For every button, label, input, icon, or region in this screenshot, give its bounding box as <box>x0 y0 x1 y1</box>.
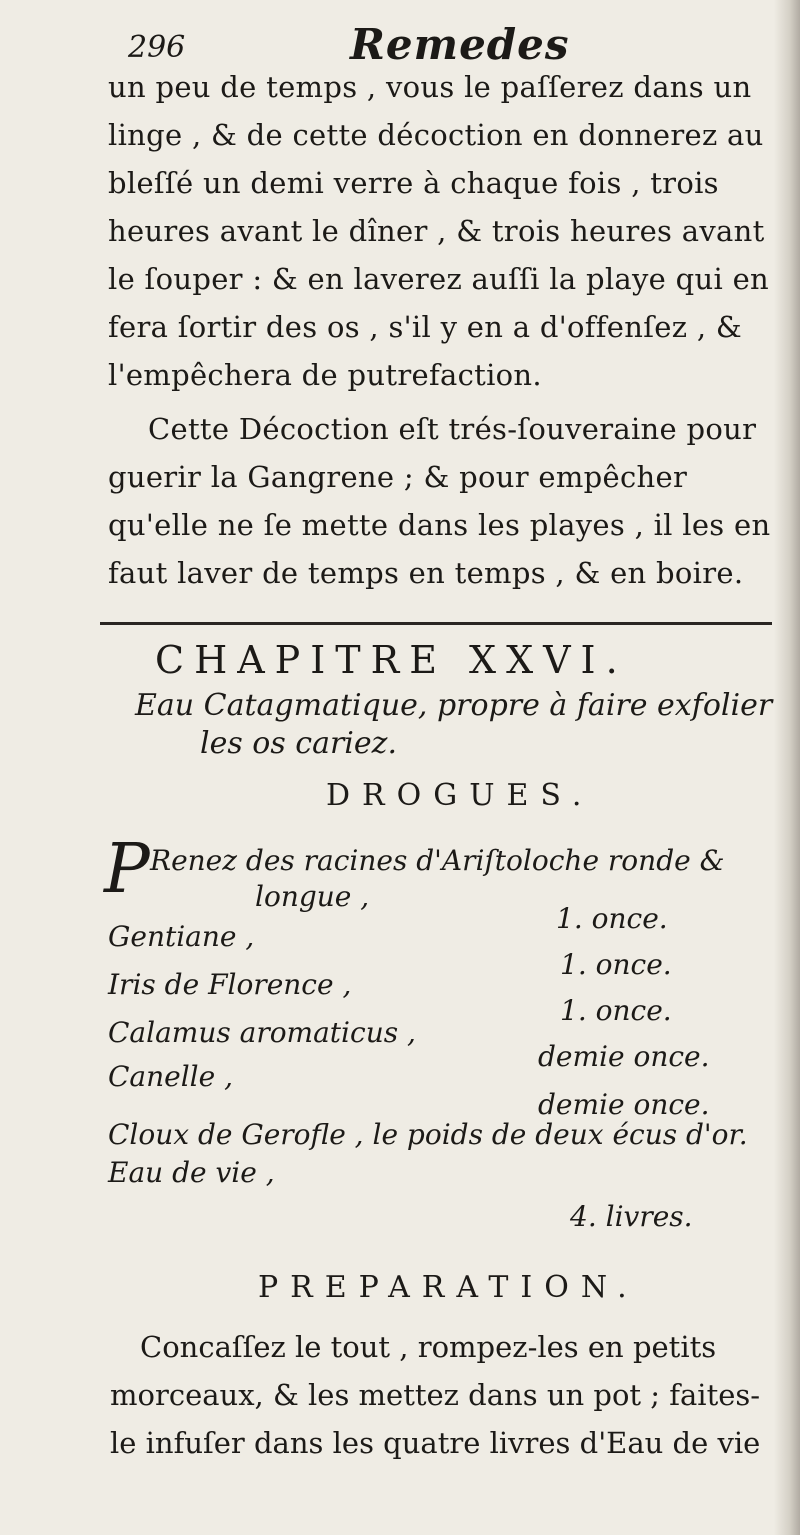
ingredient-quantity: 1. once. <box>556 902 668 935</box>
ingredient-quantity: demie once. <box>538 1088 710 1121</box>
text-line: faut laver de temps en temps , & en boire. <box>108 556 744 590</box>
text-line: Cette Décoction eſt trés-ſouveraine pour <box>148 412 757 446</box>
ingredient-name: Canelle , <box>108 1060 234 1093</box>
preparation-heading: PREPARATION. <box>258 1270 639 1305</box>
text-line: heures avant le dîner , & trois heures avant <box>108 214 765 248</box>
text-line: qu'elle ne ſe mette dans les playes , il les en <box>108 508 771 542</box>
text-line: le ſouper : & en laverez auſſi la playe qui en <box>108 262 770 296</box>
ingredient-name: Calamus aromaticus , <box>108 1016 416 1049</box>
chapter-heading: CHAPITRE XXVI. <box>155 638 628 682</box>
chapter-title-line1: Eau Catagmatique, propre à faire exfolier <box>135 688 773 723</box>
ingredient-quantity: demie once. <box>538 1040 710 1073</box>
text-line: linge , & de cette décoction en donnerez au <box>108 118 764 152</box>
ingredient-name: Gentiane , <box>108 920 255 953</box>
text-line: l'empêchera de putrefaction. <box>108 358 542 392</box>
page-spine-shadow <box>774 0 800 1535</box>
ingredient-intro: Renez des racines d'Ariſtoloche ronde & <box>150 844 725 877</box>
ingredient-name: Eau de vie , <box>108 1156 275 1189</box>
text-line: fera ſortir des os , s'il y en a d'offenſez , & <box>108 310 742 344</box>
ingredient-quantity: 4. livres. <box>570 1200 693 1233</box>
ingredient-name: Cloux de Gerofle , le poids de deux écus d'or. <box>108 1118 748 1151</box>
ingredient-quantity: 1. once. <box>560 948 672 981</box>
text-line: un peu de temps , vous le paſſerez dans un <box>108 70 752 104</box>
text-line: Concaſſez le tout , rompez-les en petits <box>140 1330 717 1364</box>
text-line: guerir la Gangrene ; & pour empêcher <box>108 460 688 494</box>
ingredient-name: Iris de Florence , <box>108 968 352 1001</box>
section-divider <box>100 622 772 625</box>
text-line: bleſſé un demi verre à chaque fois , trois <box>108 166 719 200</box>
text-line: le infuſer dans les quatre livres d'Eau de vie <box>110 1426 761 1460</box>
page-number: 296 <box>128 30 186 65</box>
ingredient-quantity: 1. once. <box>560 994 672 1027</box>
chapter-title-line2: les os cariez. <box>200 726 397 761</box>
running-head: Remedes <box>350 20 570 69</box>
drogues-heading: DROGUES. <box>326 778 594 813</box>
text-line: morceaux, & les mettez dans un pot ; faites- <box>110 1378 761 1412</box>
drop-cap: P <box>104 830 150 909</box>
ingredient-intro-cont: longue , <box>255 880 370 913</box>
